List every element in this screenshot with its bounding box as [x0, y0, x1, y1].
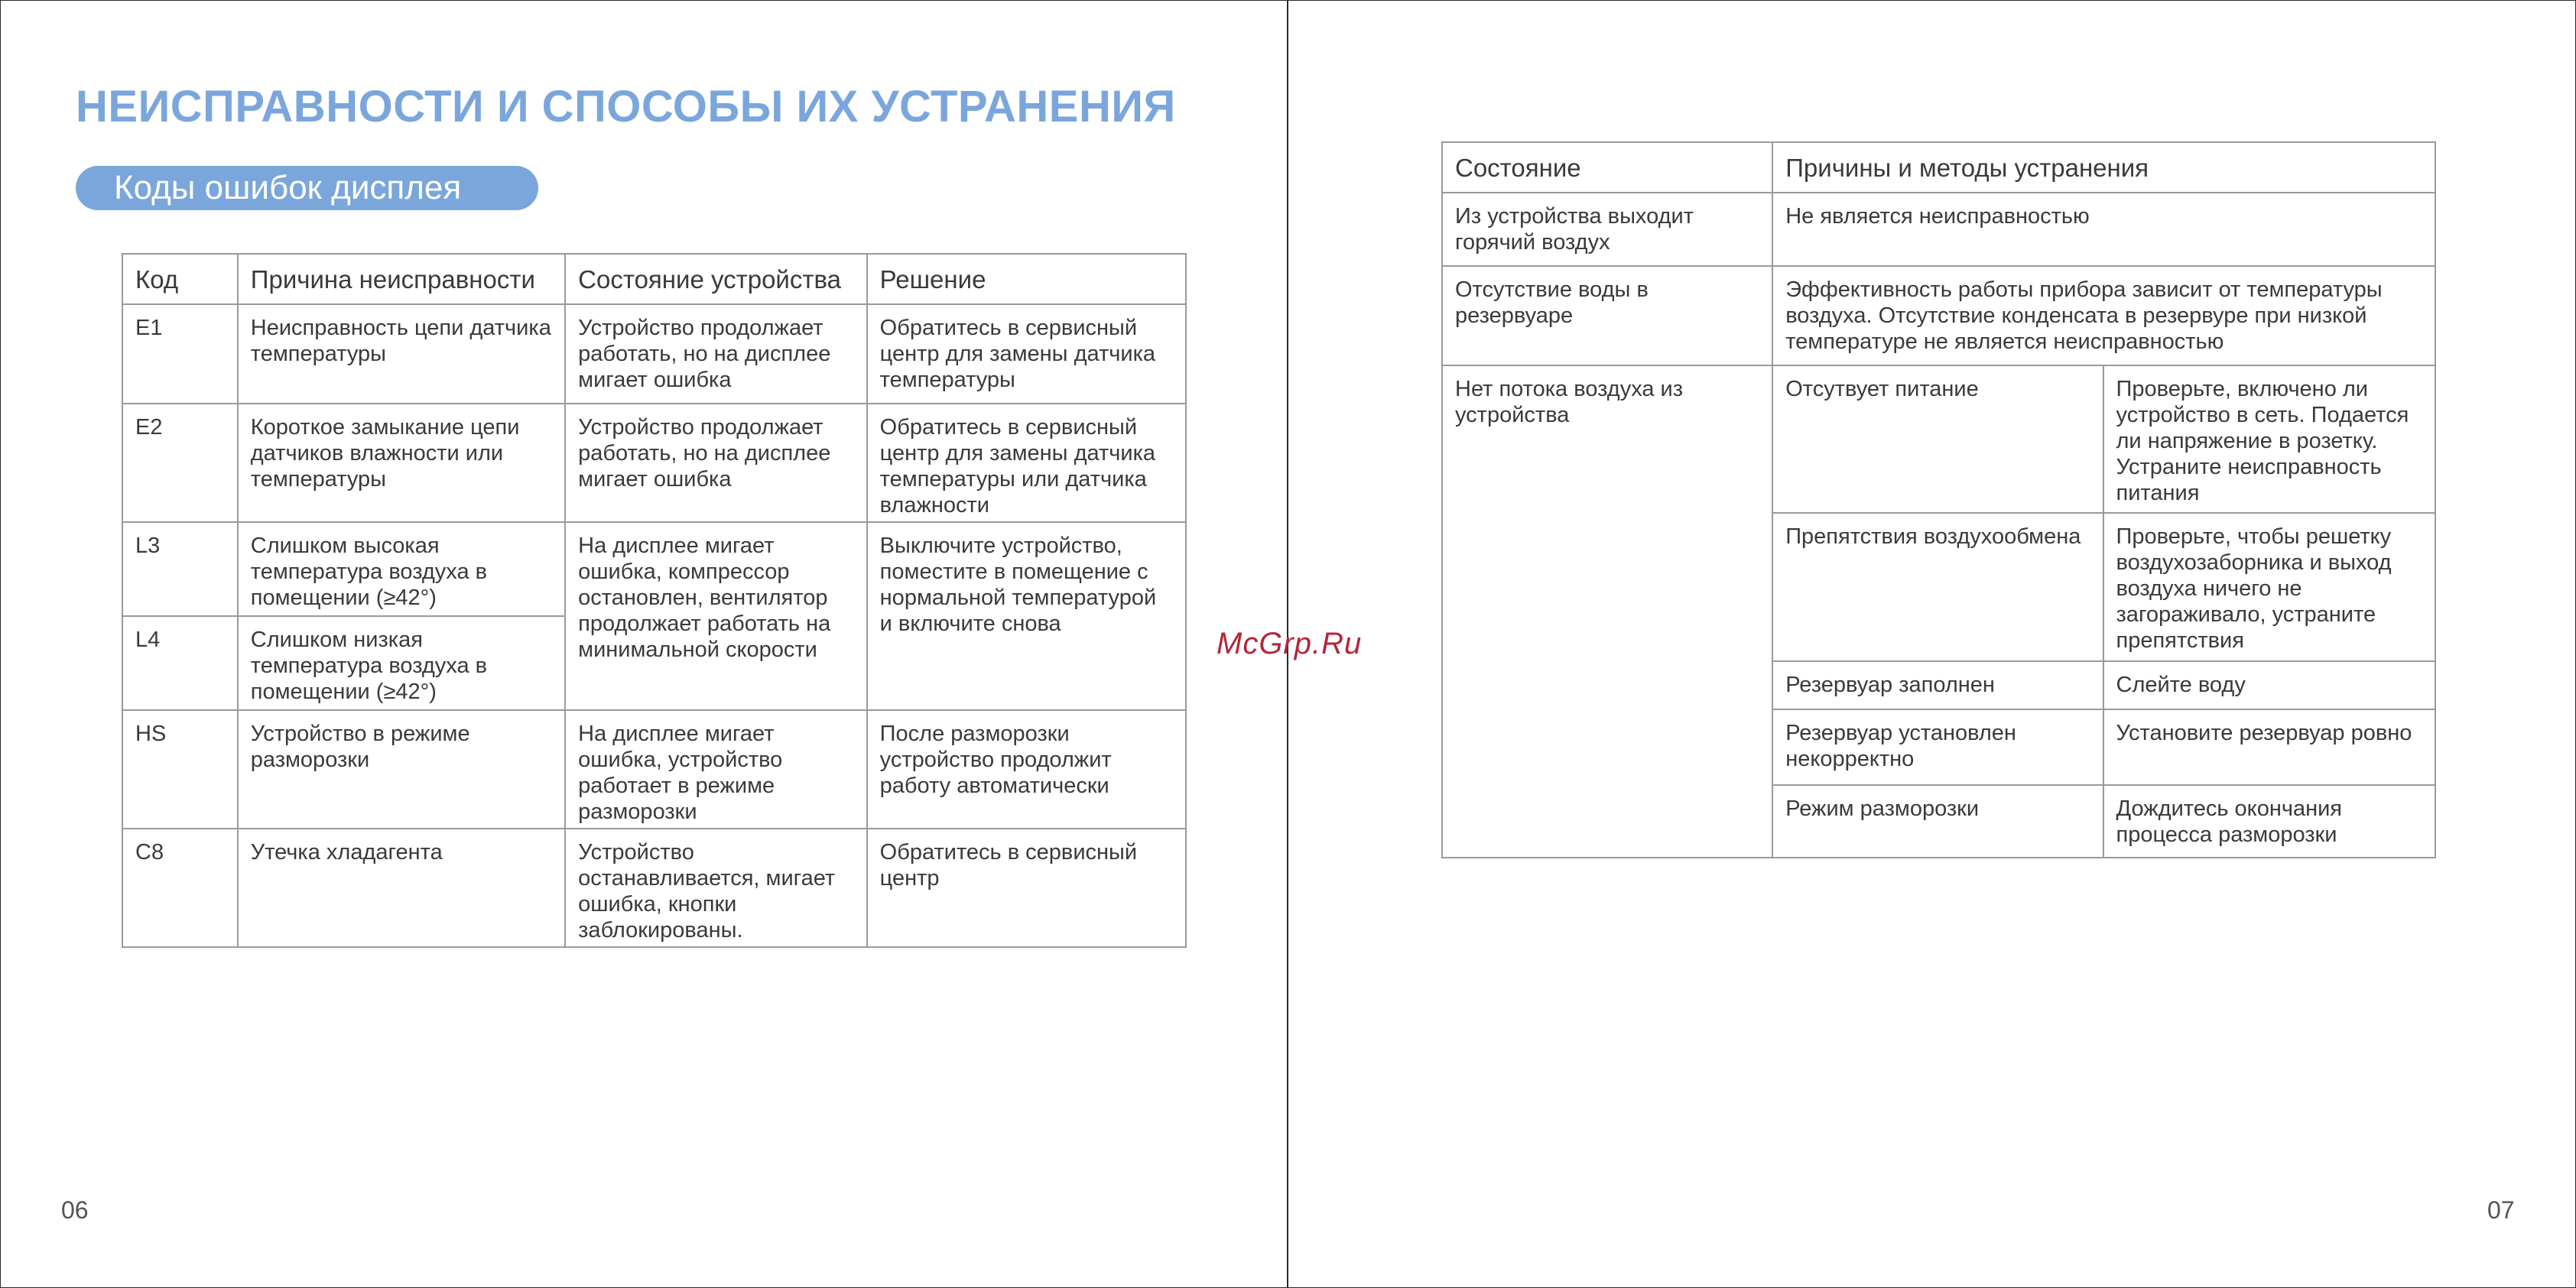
cell-method: Проверьте, включено ли устройство в сеть. Подается ли напряжение в розетку. Устраните неисправность питания — [2103, 365, 2435, 513]
cell-cause: Режим разморозки — [1772, 785, 2103, 858]
cell-solution: Обратитесь в сервисный центр для замены датчика температуры или датчика влажности — [867, 404, 1186, 522]
header-cause: Причина неисправности — [238, 254, 565, 304]
cell-cause: Утечка хладагента — [238, 829, 565, 947]
cell-method: Проверьте, чтобы решетку воздухозаборника и выход воздуха ничего не загораживало, устраните препятствия — [2103, 513, 2435, 661]
cell-method: Дождитесь окончания процесса разморозки — [2103, 785, 2435, 858]
cell-state: На дисплее мигает ошибка, устройство работает в режиме разморозки — [565, 710, 867, 829]
table-row — [122, 829, 1186, 947]
table-row — [1442, 193, 2435, 266]
cell-text: Эффективность работы прибора зависит от температуры воздуха. Отсутствие конденсата в резервуре при низкой температуре не является неисправностью — [1772, 266, 2435, 365]
table-row — [122, 304, 1186, 404]
cell-cause: Короткое замыкание цепи датчиков влажности или температуры — [238, 404, 565, 522]
table-header-row — [122, 254, 1186, 304]
cell-state: Устройство останавливается, мигает ошибка, кнопки заблокированы. — [565, 829, 867, 947]
cell-state: Устройство продолжает работать, но на дисплее мигает ошибка — [565, 304, 867, 404]
watermark: McGrp.Ru — [1217, 627, 1363, 660]
table-row — [1442, 266, 2435, 365]
cell-solution: Обратитесь в сервисный центр для замены датчика температуры — [867, 304, 1186, 404]
header-causes-methods: Причины и методы устранения — [1772, 142, 2435, 193]
header-state: Состояние — [1442, 142, 1772, 193]
cell-state: Устройство продолжает работать, но на дисплее мигает ошибка — [565, 404, 867, 522]
cell-code: HS — [122, 710, 238, 829]
cell-solution: Обратитесь в сервисный центр — [867, 829, 1186, 947]
cell-state: Из устройства выходит горячий воздух — [1442, 193, 1772, 266]
cell-code: E1 — [122, 304, 238, 404]
page-title: НЕИСПРАВНОСТИ И СПОСОБЫ ИХ УСТРАНЕНИЯ — [76, 82, 1176, 131]
cell-cause: Препятствия воздухообмена — [1772, 513, 2103, 661]
cell-text: Не является неисправностью — [1772, 193, 2435, 266]
header-state: Состояние устройства — [565, 254, 867, 304]
cell-cause: Слишком высокая температура воздуха в помещении (≥42°) — [238, 522, 565, 616]
cell-cause: Резервуар заполнен — [1772, 661, 2103, 709]
cell-code: L4 — [122, 616, 238, 710]
cell-method: Слейте воду — [2103, 661, 2435, 709]
table-row — [1442, 365, 2435, 513]
table-row — [122, 404, 1186, 522]
cell-state: Отсутствие воды в резервуаре — [1442, 266, 1772, 365]
cell-cause: Резервуар установлен некорректно — [1772, 709, 2103, 785]
cell-state: На дисплее мигает ошибка, компрессор остановлен, вентилятор продолжает работать на минимальной скорости — [565, 522, 867, 710]
table-row — [122, 710, 1186, 829]
cell-code: L3 — [122, 522, 238, 616]
page-number-left: 06 — [61, 1196, 89, 1224]
cell-solution: Выключите устройство, поместите в помещение с нормальной температурой и включите снова — [867, 522, 1186, 710]
cell-cause: Отсутвует питание — [1772, 365, 2103, 513]
table-header-row — [1442, 142, 2435, 193]
header-code: Код — [122, 254, 238, 304]
cell-state: Нет потока воздуха из устройства — [1442, 365, 1772, 858]
header-solution: Решение — [867, 254, 1186, 304]
cell-code: E2 — [122, 404, 238, 522]
page-number-right: 07 — [2487, 1196, 2515, 1224]
cell-method: Установите резервуар ровно — [2103, 709, 2435, 785]
cell-cause: Неисправность цепи датчика температуры — [238, 304, 565, 404]
troubleshooting-table — [1441, 141, 2436, 858]
cell-cause: Устройство в режиме разморозки — [238, 710, 565, 829]
error-codes-table — [122, 253, 1187, 948]
table-row — [122, 522, 1186, 616]
cell-code: C8 — [122, 829, 238, 947]
section-subtitle-badge: Коды ошибок дисплея — [76, 166, 538, 210]
cell-cause: Слишком низкая температура воздуха в помещении (≥42°) — [238, 616, 565, 710]
cell-solution: После разморозки устройство продолжит работу автоматически — [867, 710, 1186, 829]
